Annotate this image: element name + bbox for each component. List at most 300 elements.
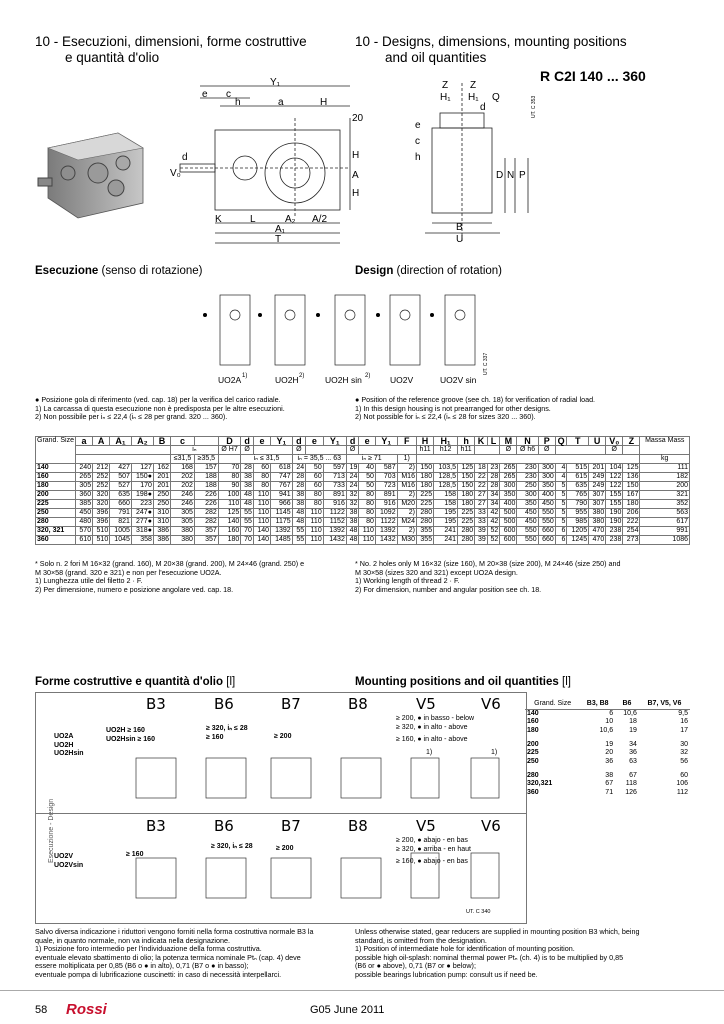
dim-K: K <box>215 214 222 225</box>
oil-value: 38 <box>605 771 614 779</box>
cell: 140 <box>218 518 241 527</box>
cell: 1092 <box>375 509 397 518</box>
cell: 307 <box>589 491 606 500</box>
variant-uo2v: UO2V <box>390 375 414 385</box>
cell: 110 <box>306 518 324 527</box>
dim-h: h <box>235 97 241 108</box>
bottom-en-3: possible high oil-splash: nominal thermal power Ptₙ (ch. 4) is to be multiplied by 0,85 <box>355 952 624 962</box>
cond-y2: iₙ = 35,5 ... 63 <box>292 455 346 464</box>
table-row <box>36 482 690 491</box>
oil-value: 118 <box>625 780 637 787</box>
oil-value: 126 <box>625 788 637 796</box>
cond-y3: iₙ ≥ 71 <box>346 455 397 464</box>
dimension-table-body <box>36 464 690 545</box>
cell: 125 <box>218 509 241 518</box>
sub-H1: h12 <box>434 446 458 455</box>
cell: 955 <box>567 509 589 518</box>
cell: 188 <box>194 482 218 491</box>
col-6 <box>194 437 218 446</box>
g1-v5-b: ≥ 320, ● in alto - above <box>396 723 468 731</box>
oil-size: 180 <box>527 726 539 734</box>
bottom-en-1: standard, is omitted from the designation. <box>355 935 487 945</box>
cell: 4 <box>555 464 567 473</box>
g1-v5-sup: 1) <box>426 749 433 756</box>
cell: 1432 <box>375 536 397 545</box>
cond-c1: ≤31,5 <box>171 455 195 464</box>
cell: 386 <box>153 527 170 536</box>
cell: 610 <box>75 536 92 545</box>
oil-row <box>525 766 690 780</box>
dim-H1-left: H₁ <box>440 92 451 103</box>
mounting-sketches <box>126 753 526 918</box>
cell: 5 <box>555 500 567 509</box>
design-title-it <box>35 265 202 277</box>
cell: 19 <box>346 464 359 473</box>
sub-V0: Ø <box>606 446 623 455</box>
group2-labels <box>54 853 83 870</box>
cell: 386 <box>153 536 170 545</box>
cell: 70 <box>241 527 254 536</box>
cell: 150 <box>623 482 640 491</box>
cell: 206 <box>623 509 640 518</box>
sub-D: Ø H7 <box>218 446 241 455</box>
notes2-en <box>355 560 695 594</box>
cell: 22 <box>475 473 488 482</box>
oil-quantity-table <box>525 700 690 797</box>
dim-A1: A₁ <box>275 224 286 235</box>
oil-value: 16 <box>680 718 688 725</box>
dim-A2half: A/2 <box>312 214 328 225</box>
sub-M: Ø <box>500 446 517 455</box>
cell: 265 <box>500 473 517 482</box>
g2-v5-a: ≥ 200, ● abajo - en bas <box>396 837 468 844</box>
dim-H-right: H <box>352 150 360 161</box>
dim-c-front: c <box>415 136 420 147</box>
cell: 597 <box>323 464 346 473</box>
cell: 635 <box>110 491 132 500</box>
cell: 28 <box>487 473 500 482</box>
cell: 24 <box>346 482 359 491</box>
sub-blank-3 <box>306 446 347 455</box>
dimension-table <box>35 436 690 545</box>
table-row <box>36 500 690 509</box>
design-title-en <box>355 265 502 277</box>
oil-size: 250 <box>527 757 539 765</box>
sub-d3: Ø <box>346 446 359 455</box>
row-size: 140 <box>36 464 76 473</box>
cell: 122 <box>606 482 623 491</box>
cond-F: 1) <box>397 455 416 464</box>
cell: 80 <box>306 491 324 500</box>
cell: 70 <box>241 536 254 545</box>
cell: 150 <box>458 482 475 491</box>
cell: 168 <box>171 464 195 473</box>
row-size: 360 <box>36 536 76 545</box>
cell: 357 <box>194 536 218 545</box>
mount-title-en <box>355 676 571 688</box>
cell: 48 <box>346 536 359 545</box>
cell: M30 <box>397 536 416 545</box>
cell: 80 <box>253 482 270 491</box>
cell: 80 <box>306 500 324 509</box>
g1-v5-c: ≥ 160, ● in alto - above <box>396 736 468 743</box>
cell: 38 <box>346 509 359 518</box>
cell: 136 <box>623 473 640 482</box>
cell: 254 <box>623 527 640 536</box>
dimension-table-header <box>36 437 690 446</box>
dim-Q: Q <box>492 92 500 103</box>
oil-col-b6: B6 <box>615 700 639 709</box>
cell: 891 <box>375 491 397 500</box>
sub-blank-6 <box>555 446 605 455</box>
note2-en-0: * No. 2 holes only M 16×32 (size 160), M 20×38 (size 200), M 24×46 (size 250) and <box>355 559 621 568</box>
oil-row <box>525 758 690 767</box>
en-title <box>355 34 695 66</box>
bottom-en-2: 1) Position of intermediate hole for identification of mounting position. <box>355 944 575 954</box>
bottom-en-0: Unless otherwise stated, gear reducers are supplied in mounting position B3 which, being <box>355 927 640 936</box>
cell: 241 <box>434 527 458 536</box>
brand-logo: Rossi <box>66 1001 107 1018</box>
col-12: e <box>306 437 324 446</box>
cell: 765 <box>567 491 589 500</box>
col-10: Y₁ <box>271 437 293 446</box>
sub-d1: Ø <box>241 446 254 455</box>
cell: 230 <box>517 473 538 482</box>
cell: 305 <box>171 518 195 527</box>
cell: 27 <box>475 491 488 500</box>
cell: 80 <box>359 491 376 500</box>
bottom-notes-it <box>35 928 355 980</box>
cell: 202 <box>171 473 195 482</box>
cell: 50 <box>359 482 376 491</box>
cell: 247● <box>131 509 153 518</box>
cell: 33 <box>475 509 488 518</box>
edition: G05 June 2011 <box>310 1004 385 1016</box>
bottom-it-3: eventuale elevato sbattimento di olio; la potenza termica nominale Ptₙ (cap. 4) deve <box>35 952 301 962</box>
note-it-1: 1) La carcassa di questa esecuzione non è predisposta per le altre esecuzioni. <box>35 403 285 413</box>
bottom-en-4: (B6 or ● above), 0,71 (B7 or ● below); <box>355 961 476 971</box>
cell: 140 <box>253 527 270 536</box>
variant-uo2a: UO2A <box>218 375 242 385</box>
cell: 80 <box>359 509 376 518</box>
table-row <box>36 527 690 536</box>
pos2-v5: V5 <box>416 817 436 835</box>
dim-v0: V₀ <box>170 168 181 179</box>
oil-value: 10,6 <box>599 726 614 734</box>
cell: 24 <box>292 464 305 473</box>
cell: 318● <box>131 527 153 536</box>
cell: 358 <box>131 536 153 545</box>
oil-table-body <box>525 709 690 797</box>
cell: 5 <box>555 482 567 491</box>
cell: 660 <box>110 500 132 509</box>
cell: 5 <box>555 509 567 518</box>
cell: 180 <box>458 491 475 500</box>
cell: 507 <box>110 473 132 482</box>
cell: 252 <box>93 473 110 482</box>
cond-kg: kg <box>640 455 690 464</box>
sub-P: Ø <box>538 446 555 455</box>
cell: 190 <box>606 509 623 518</box>
g1-b6-notes <box>206 725 248 742</box>
cell: 733 <box>323 482 346 491</box>
gear-unit-photo <box>38 118 148 223</box>
cell: 128,5 <box>434 482 458 491</box>
col-21: K <box>475 437 488 446</box>
cell: 110 <box>253 491 270 500</box>
col-5: c <box>171 437 195 446</box>
cell: 563 <box>640 509 690 518</box>
cell: 265 <box>75 473 92 482</box>
notes2-it <box>35 560 355 594</box>
cell: 600 <box>500 527 517 536</box>
oil-value: 9,5 <box>678 709 688 717</box>
g1-b6-b: ≥ 160 <box>206 733 224 741</box>
cell: 38 <box>241 482 254 491</box>
g2-v5-c: ≥ 160, ● abajo - en bas <box>396 858 468 865</box>
cell: 48 <box>241 500 254 509</box>
cell: 18 <box>475 464 488 473</box>
cell: 249 <box>589 473 606 482</box>
cell: 180 <box>416 473 433 482</box>
cell: 380 <box>589 509 606 518</box>
col-1: A <box>93 437 110 446</box>
cell: 32 <box>346 491 359 500</box>
sub-blank-4 <box>359 446 417 455</box>
cell: 122 <box>606 473 623 482</box>
cell: 5 <box>555 518 567 527</box>
cell: 180 <box>416 482 433 491</box>
mount-title-it-unit: [l] <box>226 676 236 688</box>
cell: 305 <box>75 482 92 491</box>
drawing-ref-1: UT. C 353 <box>531 95 537 118</box>
bottom-en-5: possible bearings lubrication pump: consult us if need be. <box>355 969 538 979</box>
cell: 60 <box>253 464 270 473</box>
cell: 450 <box>75 509 92 518</box>
cell: 1122 <box>375 518 397 527</box>
cell: 1175 <box>271 518 293 527</box>
oil-value: 6 <box>609 709 614 717</box>
oil-value: 30 <box>680 740 688 748</box>
oil-size: 320,321 <box>527 780 553 787</box>
cell: 140 <box>253 536 270 545</box>
cell: 510 <box>93 527 110 536</box>
g2-b7-note: ≥ 200 <box>276 845 294 852</box>
group1-2: UO2Hsin <box>54 750 84 757</box>
cell: 52 <box>487 536 500 545</box>
cell: 158 <box>434 491 458 500</box>
cell: 400 <box>500 500 517 509</box>
dim-B: B <box>456 222 463 233</box>
cell: 6 <box>555 527 567 536</box>
cell: 300 <box>500 482 517 491</box>
cell: 50 <box>306 464 324 473</box>
variant-uo2h-sup: 2) <box>299 373 305 379</box>
oil-value: 10,6 <box>623 709 637 717</box>
oil-col-size: Grand. Size <box>525 700 580 709</box>
col-15: e <box>359 437 376 446</box>
dim-P: P <box>519 170 526 181</box>
cell: 111 <box>640 464 690 473</box>
cell: 90 <box>218 482 241 491</box>
cell: 157 <box>194 464 218 473</box>
dim-e-front: e <box>415 120 421 131</box>
col-20: h <box>458 437 475 446</box>
cell: 550 <box>517 527 538 536</box>
row-size: 280 <box>36 518 76 527</box>
cell: 190 <box>606 518 623 527</box>
col-27: T <box>567 437 589 446</box>
cell: 48 <box>346 527 359 536</box>
mount-title-en-text: Mounting positions and oil quantities <box>355 676 559 688</box>
cell: 249 <box>589 482 606 491</box>
col-size: Grand. Size <box>36 437 76 464</box>
cell: 110 <box>253 500 270 509</box>
cell: 225 <box>416 500 433 509</box>
oil-value: 63 <box>629 757 637 765</box>
note-en-1: 1) In this design housing is not prearranged for other designs. <box>355 403 551 413</box>
cell: 1152 <box>323 518 346 527</box>
cell: 1392 <box>271 527 293 536</box>
pos2-b3: B3 <box>146 817 166 835</box>
col-24: N <box>517 437 538 446</box>
cell: 916 <box>323 500 346 509</box>
drawing-ref-2: UT. C 337 <box>483 352 489 375</box>
cell: 1485 <box>271 536 293 545</box>
oil-value: 17 <box>680 726 688 734</box>
page-number: 58 <box>35 1004 48 1016</box>
dim-e: e <box>202 89 208 100</box>
note-en-0: ● Position of the reference groove (see ch. 18) for verification of radial load. <box>355 395 596 404</box>
dim-y1: Y₁ <box>270 77 281 88</box>
cell: 380 <box>171 527 195 536</box>
cell: 985 <box>567 518 589 527</box>
cell: 180 <box>218 536 241 545</box>
dim-A2: A₂ <box>285 214 296 225</box>
cond-y1: iₙ ≤ 31,5 <box>241 455 292 464</box>
oil-size: 280 <box>527 771 539 779</box>
dim-d: d <box>182 152 188 163</box>
bottom-notes-en <box>355 928 695 980</box>
row-size: 250 <box>36 509 76 518</box>
g1-b3-notes <box>106 727 155 744</box>
cell: 110 <box>306 536 324 545</box>
oil-value: 71 <box>605 788 614 796</box>
g2-b3-note: ≥ 160 <box>126 851 144 858</box>
dim-d-front: d <box>480 102 486 113</box>
pos-b6: B6 <box>214 695 234 713</box>
design-title-en-bold: Design <box>355 265 394 277</box>
col-mass: Massa Mass <box>640 437 690 455</box>
footer-rule <box>0 990 724 991</box>
cell: 110 <box>218 500 241 509</box>
sub-d2: Ø <box>292 446 305 455</box>
variant-uo2h-sin: UO2H sin <box>325 375 362 385</box>
cell: 246 <box>171 491 195 500</box>
it-title <box>35 34 355 66</box>
cell: 300 <box>517 491 538 500</box>
cell: 550 <box>538 509 555 518</box>
col-25: P <box>538 437 555 446</box>
oil-value: 112 <box>676 788 688 796</box>
cell: 55 <box>292 527 305 536</box>
cell: 280 <box>458 527 475 536</box>
cell: 355 <box>416 527 433 536</box>
cond-blank-1 <box>75 455 170 464</box>
cell: 60 <box>306 473 324 482</box>
cell: 80 <box>359 500 376 509</box>
sub-blank-2 <box>253 446 292 455</box>
pos2-b6: B6 <box>214 817 234 835</box>
col-28: U <box>589 437 606 446</box>
oil-value: 34 <box>629 740 637 748</box>
cell: 110 <box>359 536 376 545</box>
col-17: F <box>397 437 416 446</box>
cell: 791 <box>110 509 132 518</box>
cell: 350 <box>500 491 517 500</box>
cell: 60 <box>306 482 324 491</box>
cell: 991 <box>640 527 690 536</box>
oil-value: 10 <box>605 718 614 725</box>
sub-h: h11 <box>458 446 475 455</box>
oil-size: 140 <box>527 709 539 717</box>
cell: 201 <box>153 482 170 491</box>
cell: 321 <box>640 491 690 500</box>
oil-value: 36 <box>605 757 614 765</box>
cell: 104 <box>606 464 623 473</box>
cell: 941 <box>271 491 293 500</box>
cell: 226 <box>194 491 218 500</box>
pos-v5: V5 <box>416 695 436 713</box>
oil-size: 225 <box>527 749 539 756</box>
dim-T: T <box>275 234 282 245</box>
col-23: M <box>500 437 517 446</box>
sub-H: h11 <box>416 446 433 455</box>
cell: 470 <box>589 536 606 545</box>
sub-blank-5 <box>475 446 500 455</box>
cell: 1045 <box>110 536 132 545</box>
cell: 22 <box>475 482 488 491</box>
bottom-it-0: Salvo diversa indicazione i riduttori vengono forniti nella forma costruttiva normale B3 la <box>35 927 314 936</box>
cell: 34 <box>487 491 500 500</box>
g1-v5-notes <box>396 715 474 745</box>
cell: 226 <box>194 500 218 509</box>
notes-it <box>35 396 355 422</box>
cell: 4 <box>555 473 567 482</box>
dim-A: A <box>352 170 359 181</box>
cell: 201 <box>589 464 606 473</box>
dim-Z-right: Z <box>470 80 477 91</box>
cell: 198● <box>131 491 153 500</box>
side-label: Esecuzione - Design <box>48 798 55 863</box>
side-view-drawing <box>160 77 364 248</box>
note2-it-2: 1) Lunghezza utile del filetto 2 · F. <box>35 576 143 586</box>
cell: 767 <box>271 482 293 491</box>
col-4: B <box>153 437 170 446</box>
cell: 320 <box>93 491 110 500</box>
cell: 48 <box>292 518 305 527</box>
cell: 155 <box>606 500 623 509</box>
cell: 282 <box>194 509 218 518</box>
col-0: a <box>75 437 92 446</box>
cell: 39 <box>475 527 488 536</box>
cell: 238 <box>606 527 623 536</box>
cell: 747 <box>271 473 293 482</box>
notes-en <box>355 396 695 422</box>
cell: 70 <box>218 464 241 473</box>
cell: 201 <box>153 473 170 482</box>
cell: 202 <box>171 482 195 491</box>
